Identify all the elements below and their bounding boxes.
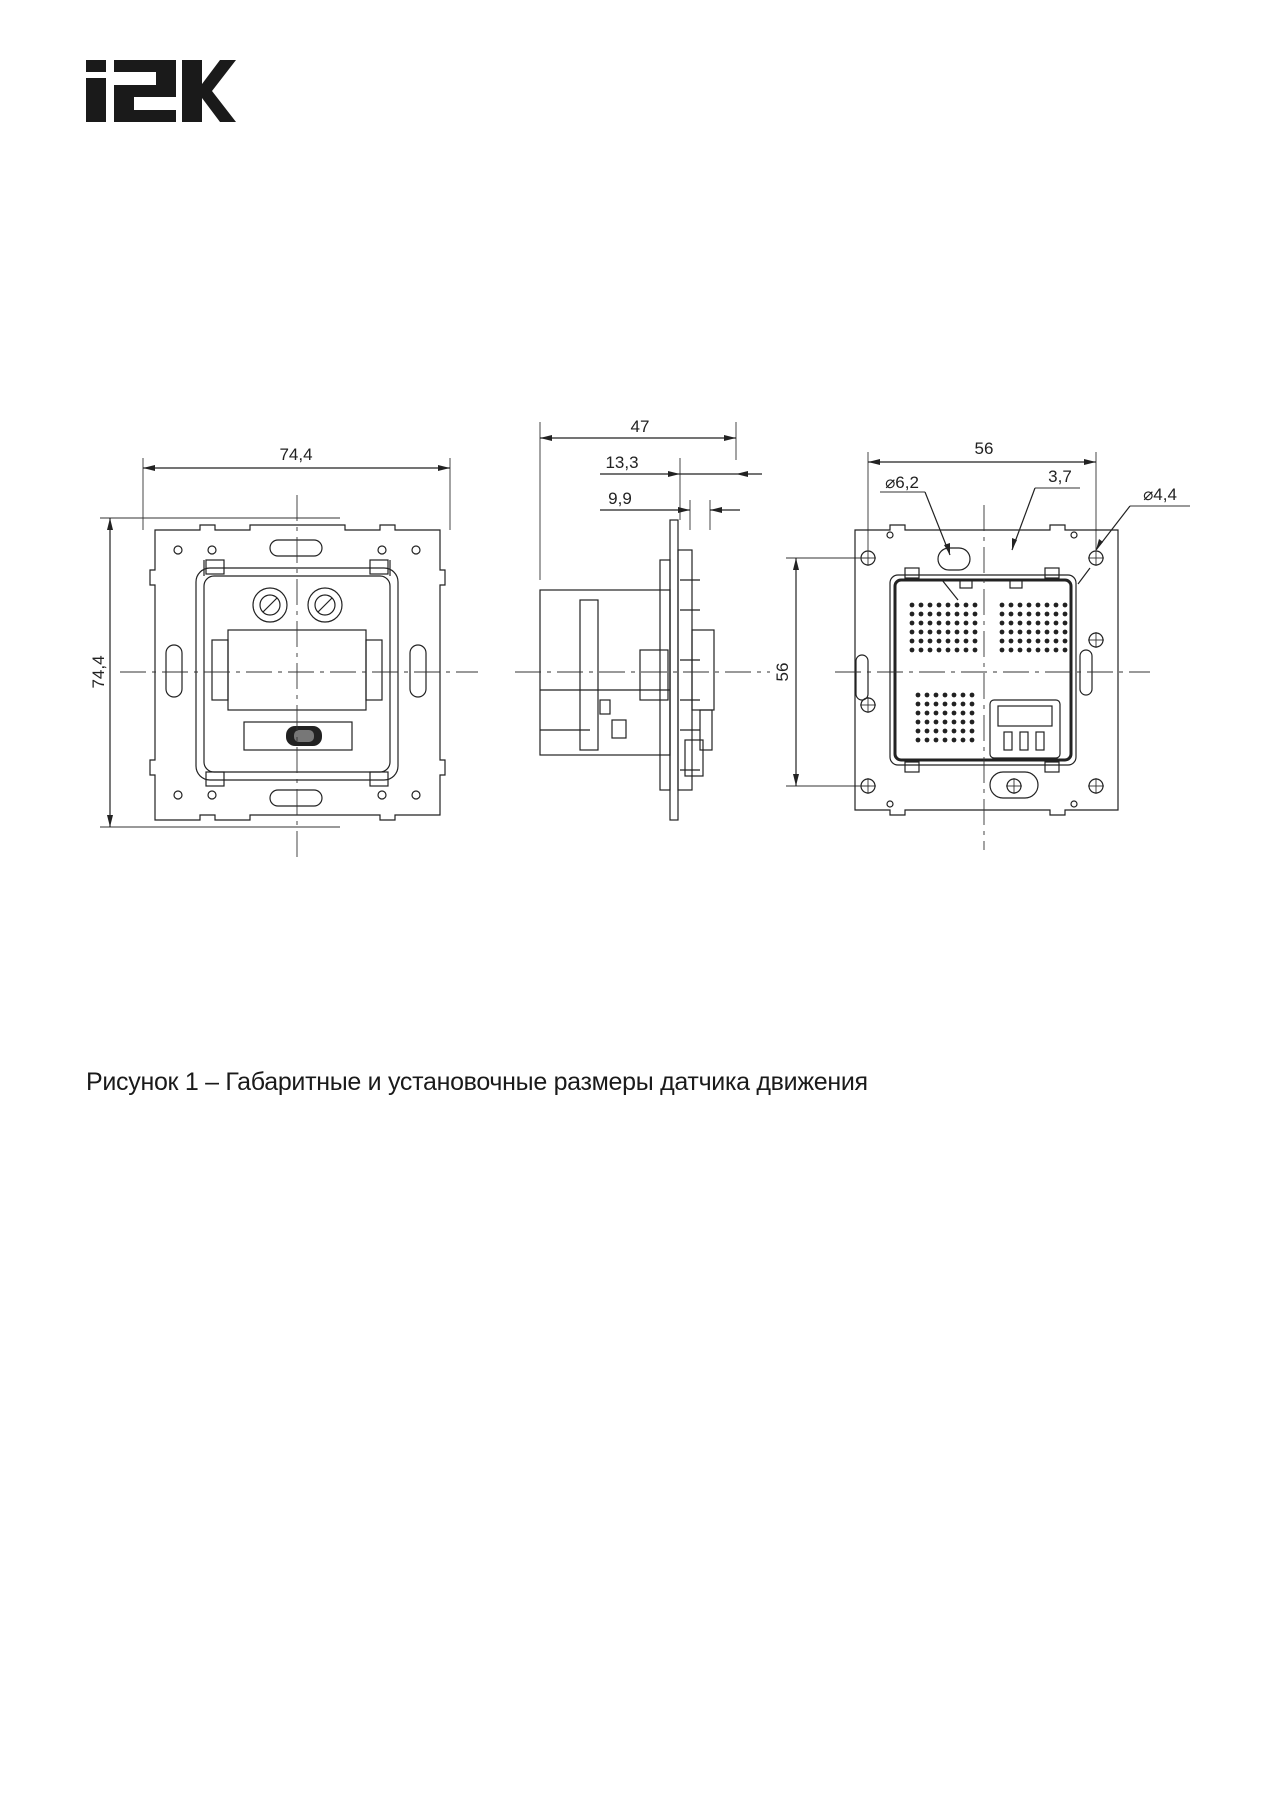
vent-hole: [910, 630, 915, 635]
vent-hole: [934, 711, 939, 716]
vent-hole: [955, 612, 960, 617]
vent-hole: [1054, 612, 1059, 617]
vent-hole: [937, 621, 942, 626]
vent-hole: [961, 711, 966, 716]
vent-hole: [964, 603, 969, 608]
vent-hole: [1009, 648, 1014, 653]
vent-hole: [916, 702, 921, 707]
vent-hole: [1027, 648, 1032, 653]
vent-hole: [937, 630, 942, 635]
vent-hole: [973, 639, 978, 644]
vent-hole: [916, 729, 921, 734]
vent-hole: [1036, 603, 1041, 608]
vent-hole: [1018, 621, 1023, 626]
vent-hole: [1063, 621, 1068, 626]
vent-hole: [952, 693, 957, 698]
vent-hole: [919, 630, 924, 635]
vent-hole: [1000, 630, 1005, 635]
vent-hole: [916, 711, 921, 716]
vent-hole: [970, 693, 975, 698]
vent-hole: [1036, 630, 1041, 635]
vent-hole: [1045, 648, 1050, 653]
vent-hole: [928, 621, 933, 626]
vent-hole: [1063, 612, 1068, 617]
vent-hole: [1045, 639, 1050, 644]
vent-hole: [1054, 648, 1059, 653]
vent-hole: [937, 639, 942, 644]
vent-hole: [1054, 603, 1059, 608]
vent-hole: [961, 693, 966, 698]
vent-hole: [1000, 603, 1005, 608]
vent-hole: [943, 702, 948, 707]
vent-hole: [1027, 639, 1032, 644]
vent-hole: [1027, 630, 1032, 635]
vent-hole: [925, 702, 930, 707]
vent-hole: [1000, 612, 1005, 617]
vent-hole: [919, 648, 924, 653]
vent-hole: [1036, 621, 1041, 626]
vent-hole: [1009, 621, 1014, 626]
vent-hole: [919, 603, 924, 608]
hole-small-label: ⌀4,4: [1143, 485, 1177, 504]
vent-hole: [1054, 630, 1059, 635]
vent-hole: [1027, 621, 1032, 626]
vent-hole: [910, 603, 915, 608]
vent-hole: [910, 621, 915, 626]
vent-hole: [1027, 603, 1032, 608]
vent-hole: [961, 738, 966, 743]
vent-hole: [1009, 612, 1014, 617]
vent-hole: [1000, 639, 1005, 644]
vent-hole: [955, 621, 960, 626]
rear-width-label: 56: [974, 439, 994, 458]
vent-hole: [925, 729, 930, 734]
vent-hole: [934, 738, 939, 743]
vent-hole: [1018, 648, 1023, 653]
vent-hole: [934, 702, 939, 707]
vent-hole: [1018, 639, 1023, 644]
vent-hole: [952, 711, 957, 716]
vent-hole: [934, 720, 939, 725]
vent-hole: [946, 648, 951, 653]
vent-hole: [1045, 621, 1050, 626]
vent-hole: [970, 729, 975, 734]
vent-hole: [1063, 648, 1068, 653]
gap-label: 3,7: [1048, 467, 1072, 486]
vent-hole: [928, 603, 933, 608]
iek-logo: [86, 60, 236, 122]
vent-hole: [916, 720, 921, 725]
vent-hole: [943, 738, 948, 743]
dimension-drawing: [0, 400, 1280, 880]
front-width-label: 74,4: [279, 445, 313, 464]
vent-hole: [952, 702, 957, 707]
vent-hole: [952, 720, 957, 725]
vent-hole: [937, 603, 942, 608]
vent-hole: [973, 630, 978, 635]
vent-hole: [934, 729, 939, 734]
vent-hole: [1063, 639, 1068, 644]
side-offset-a-label: 13,3: [605, 453, 639, 472]
vent-hole: [961, 702, 966, 707]
vent-hole: [946, 612, 951, 617]
vent-hole: [1054, 639, 1059, 644]
vent-hole: [1000, 648, 1005, 653]
vent-hole: [919, 612, 924, 617]
vent-hole: [955, 639, 960, 644]
vent-hole: [1009, 603, 1014, 608]
vent-hole: [919, 639, 924, 644]
vent-hole: [1027, 612, 1032, 617]
vent-hole: [943, 720, 948, 725]
vent-hole: [955, 648, 960, 653]
vent-hole: [916, 738, 921, 743]
vent-hole: [1036, 639, 1041, 644]
hole-large-label: ⌀6,2: [885, 473, 919, 492]
vent-hole: [973, 603, 978, 608]
vent-hole: [1018, 603, 1023, 608]
vent-hole: [1018, 630, 1023, 635]
vent-hole: [943, 693, 948, 698]
vent-hole: [955, 630, 960, 635]
vent-hole: [973, 621, 978, 626]
vent-hole: [1063, 603, 1068, 608]
vent-hole: [943, 729, 948, 734]
vent-hole: [964, 639, 969, 644]
vent-hole: [1036, 648, 1041, 653]
vent-hole: [937, 648, 942, 653]
side-offset-b-label: 9,9: [608, 489, 632, 508]
vent-hole: [955, 603, 960, 608]
vent-hole: [943, 711, 948, 716]
vent-hole: [928, 648, 933, 653]
vent-hole: [910, 612, 915, 617]
vent-hole: [952, 738, 957, 743]
vent-hole: [973, 648, 978, 653]
front-view: [89, 445, 478, 860]
vent-hole: [961, 720, 966, 725]
front-height-label: 74,4: [89, 655, 108, 689]
vent-hole: [946, 603, 951, 608]
vent-hole: [946, 621, 951, 626]
vent-hole: [1054, 621, 1059, 626]
vent-grid: [910, 603, 1068, 743]
vent-hole: [1009, 630, 1014, 635]
vent-hole: [1000, 621, 1005, 626]
vent-hole: [928, 612, 933, 617]
vent-hole: [946, 639, 951, 644]
vent-hole: [946, 630, 951, 635]
vent-hole: [916, 693, 921, 698]
vent-hole: [925, 738, 930, 743]
vent-hole: [1018, 612, 1023, 617]
vent-hole: [1045, 612, 1050, 617]
vent-hole: [964, 630, 969, 635]
vent-hole: [910, 639, 915, 644]
vent-hole: [934, 693, 939, 698]
rear-height-label: 56: [773, 662, 792, 682]
figure-caption: Рисунок 1 – Габаритные и установочные размеры датчика движения: [86, 1068, 868, 1096]
vent-hole: [970, 711, 975, 716]
vent-hole: [1009, 639, 1014, 644]
vent-hole: [928, 630, 933, 635]
vent-hole: [1045, 630, 1050, 635]
vent-hole: [973, 612, 978, 617]
vent-hole: [925, 720, 930, 725]
side-view: [515, 417, 770, 820]
vent-hole: [925, 711, 930, 716]
vent-hole: [952, 729, 957, 734]
vent-hole: [919, 621, 924, 626]
vent-hole: [928, 639, 933, 644]
rear-view: [773, 439, 1190, 850]
side-depth-label: 47: [630, 417, 650, 436]
vent-hole: [964, 621, 969, 626]
vent-hole: [1036, 612, 1041, 617]
vent-hole: [964, 648, 969, 653]
vent-hole: [970, 738, 975, 743]
vent-hole: [910, 648, 915, 653]
vent-hole: [961, 729, 966, 734]
vent-hole: [1045, 603, 1050, 608]
vent-hole: [964, 612, 969, 617]
vent-hole: [970, 720, 975, 725]
vent-hole: [937, 612, 942, 617]
vent-hole: [1063, 630, 1068, 635]
vent-hole: [925, 693, 930, 698]
vent-hole: [970, 702, 975, 707]
